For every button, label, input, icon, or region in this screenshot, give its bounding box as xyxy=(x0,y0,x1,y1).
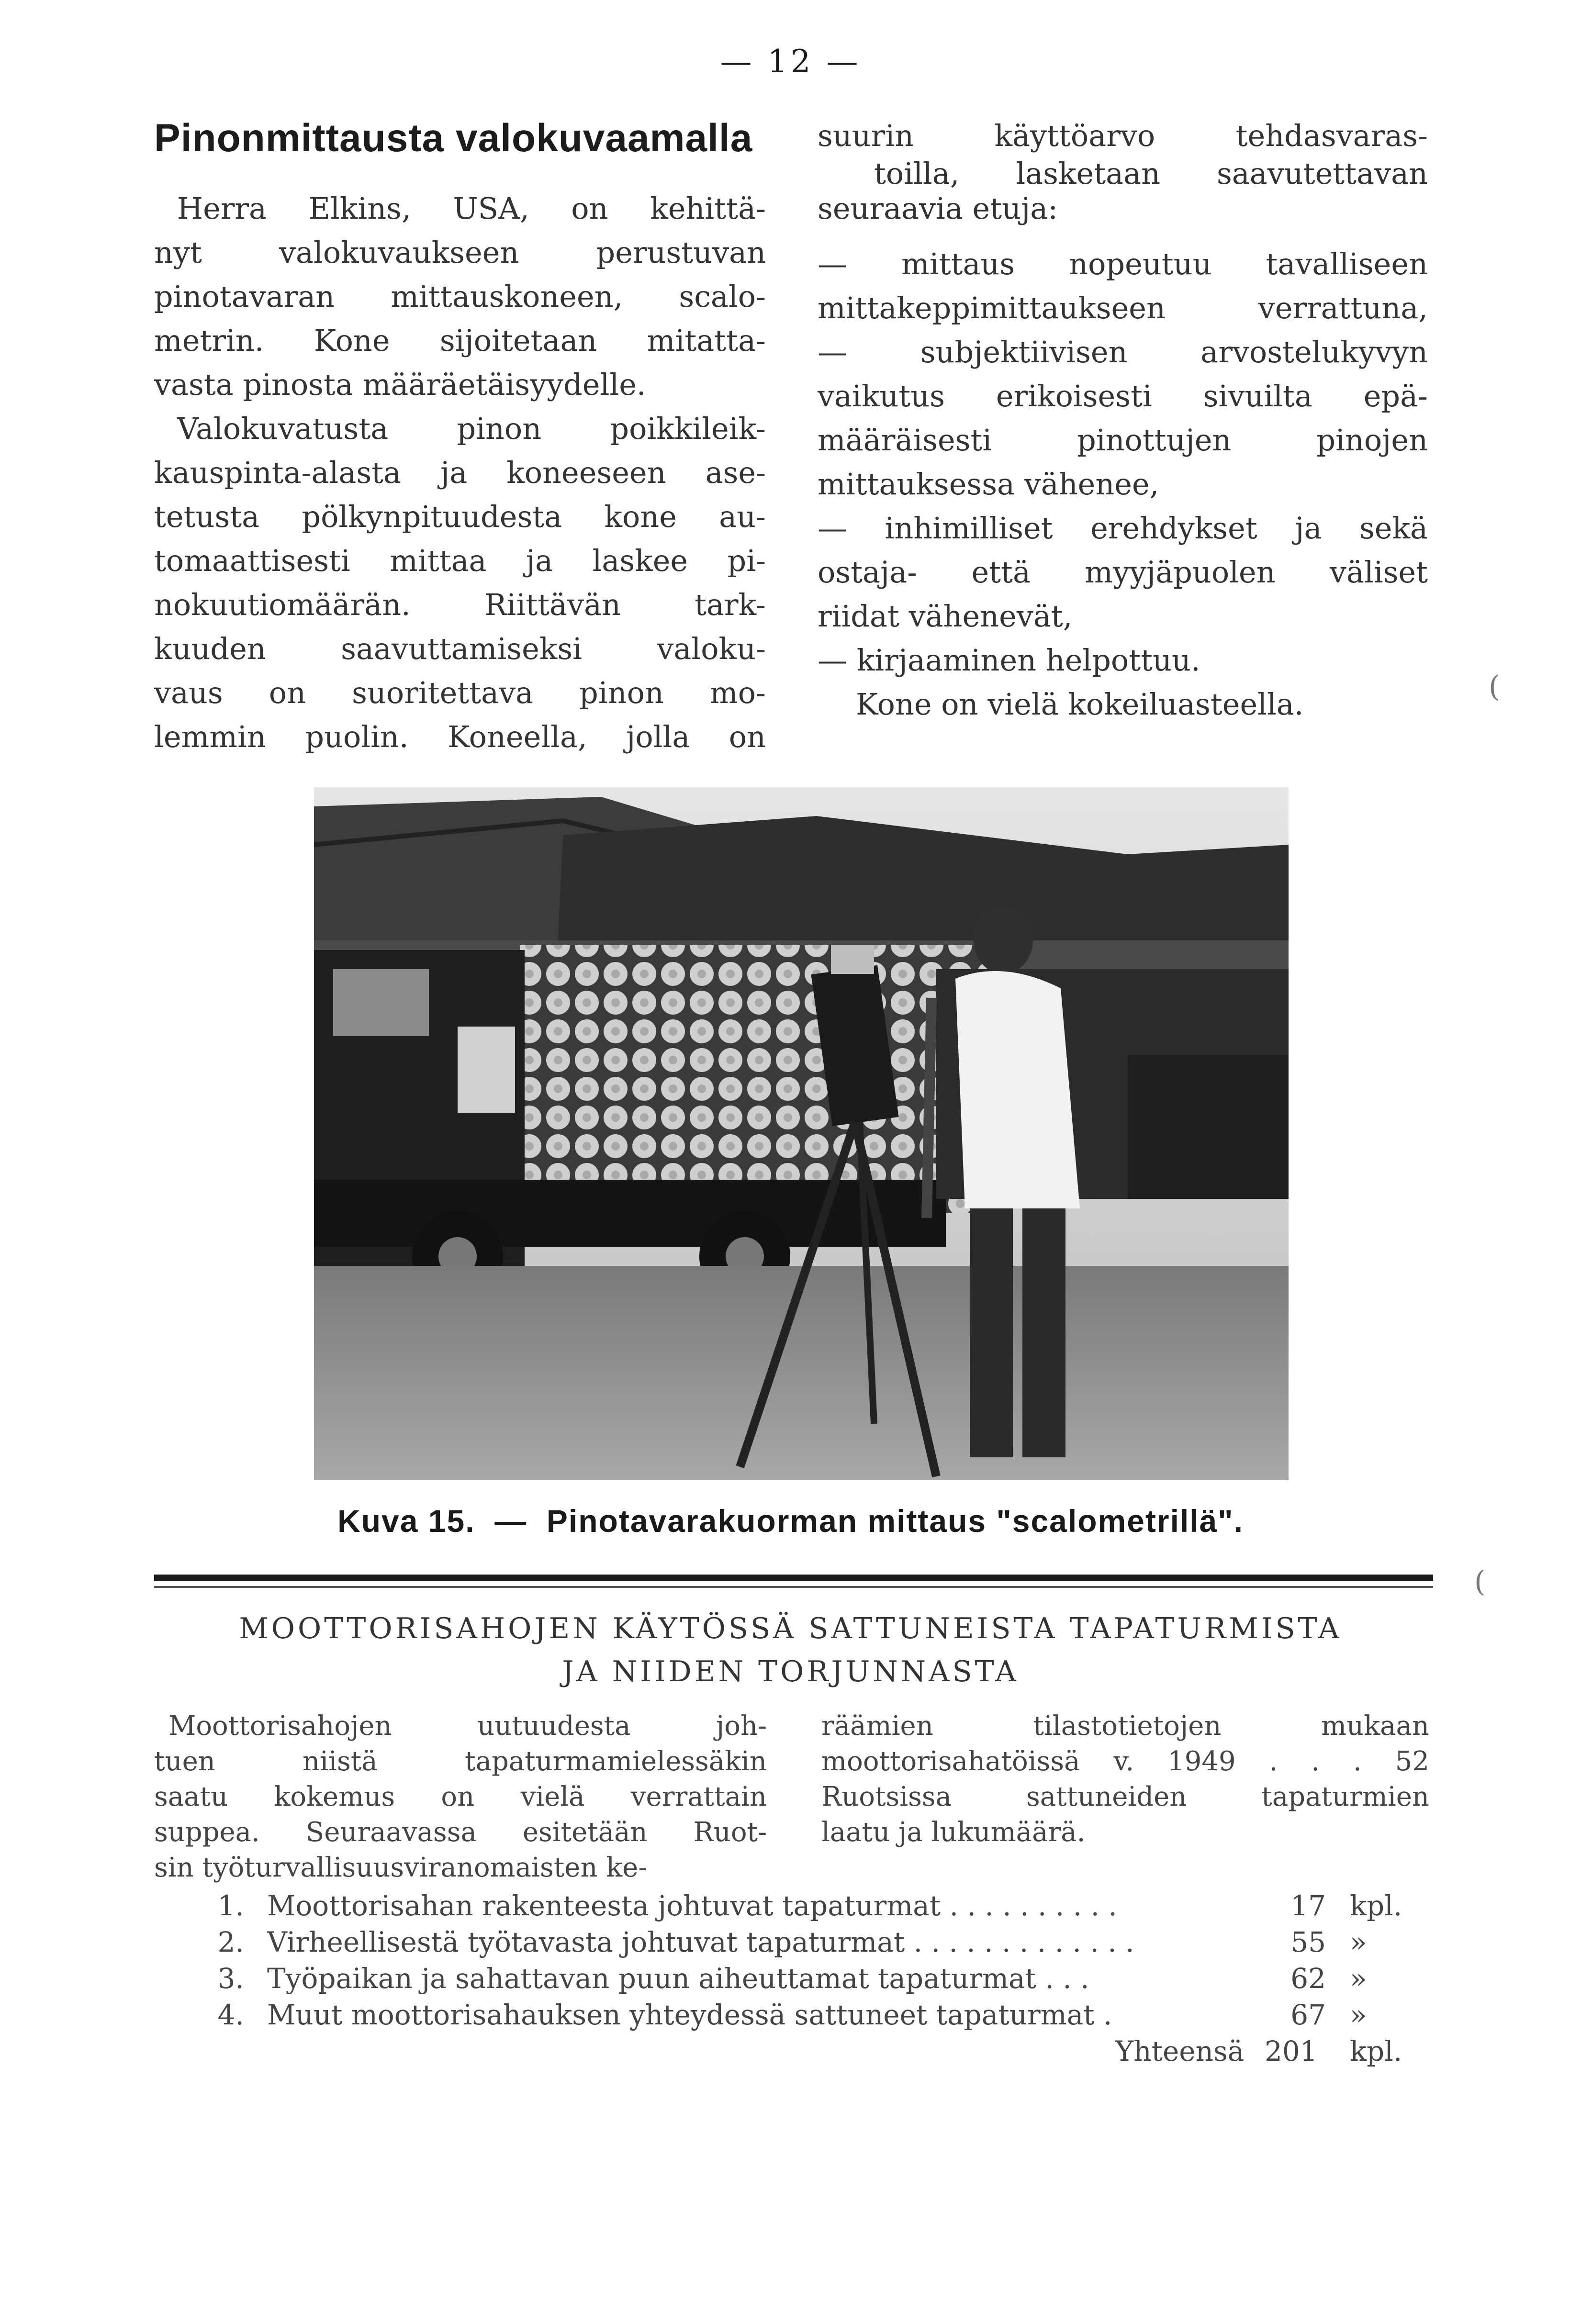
text-line: Valokuvatusta pinon poikkileik- xyxy=(177,411,766,446)
text-line: Moottorisahojen uutuudesta joh- xyxy=(168,1710,767,1742)
section-title-line1: MOOTTORISAHOJEN KÄYTÖSSÄ SATTUNEISTA TAPATURMISTA xyxy=(239,1612,1342,1645)
text-line: laatu ja lukumäärä. xyxy=(821,1817,1086,1848)
text-line: Herra Elkins, USA, on kehittä- xyxy=(177,191,766,226)
text-line: — subjektiivisen arvostelukyvyn xyxy=(818,335,1428,369)
text-line: nokuutiomäärän. Riittävän tark- xyxy=(154,587,766,622)
section-divider xyxy=(154,1575,1433,1581)
article-left-column xyxy=(154,187,766,759)
item-value: 62 xyxy=(1290,1962,1326,1995)
total-label: Yhteensä xyxy=(1115,2035,1245,2067)
article-title: Pinonmittausta valokuvaamalla xyxy=(154,116,753,160)
text-line: — inhimilliset erehdykset ja sekä xyxy=(818,511,1428,546)
text-line: pinotavaran mittauskoneen, scalo- xyxy=(154,279,766,314)
item-text: Moottorisahan rakenteesta johtuvat tapaturmat . . . . . . . . . . xyxy=(267,1889,1117,1922)
text-line: määräisesti pinottujen pinojen xyxy=(818,423,1428,458)
item-value: 17 xyxy=(1290,1889,1326,1922)
text-line: toilla, lasketaan saavutettavan xyxy=(874,156,1428,191)
text-line: nyt valokuvaukseen perustuvan xyxy=(154,235,766,270)
section-left-column xyxy=(154,1709,767,1886)
text-line: tuen niistä tapaturmamielessäkin xyxy=(154,1746,767,1777)
text-line: saatu kokemus on vielä verrattain xyxy=(154,1781,767,1812)
figure-caption: Kuva 15. — Pinotavarakuorman mittaus "scalometrillä". xyxy=(337,1503,1244,1539)
text-line: tomaattisesti mittaa ja laskee pi- xyxy=(154,543,766,578)
item-number: 1. xyxy=(217,1889,244,1922)
list-item xyxy=(206,1926,1431,1962)
text-line: sin työturvallisuusviranomaisten ke- xyxy=(154,1852,648,1883)
text-line: vaikutus erikoisesti sivuilta epä- xyxy=(818,379,1428,413)
total-value: 201 xyxy=(1265,2035,1318,2067)
text-line: lemmin puolin. Koneella, jolla on xyxy=(154,719,766,754)
text-line: Kone on vielä kokeiluasteella. xyxy=(856,687,1304,722)
item-text: Työpaikan ja sahattavan puun aiheuttamat tapaturmat . . . xyxy=(267,1962,1089,1995)
item-unit: kpl. xyxy=(1350,1889,1402,1922)
text-line: Ruotsissa sattuneiden tapaturmien xyxy=(821,1781,1429,1812)
item-unit: » xyxy=(1350,1926,1367,1958)
section-right-column xyxy=(821,1709,1429,1850)
total-row xyxy=(206,2035,1431,2071)
text-line: suurin käyttöarvo tehdasvaras- xyxy=(818,118,1428,153)
list-item xyxy=(206,1962,1431,1999)
photo-scalometer xyxy=(314,787,1289,1480)
total-unit: kpl. xyxy=(1350,2035,1402,2067)
section-title-line2: JA NIIDEN TORJUNNASTA xyxy=(562,1655,1019,1688)
text-line: — kirjaaminen helpottuu. xyxy=(818,643,1200,678)
text-line: kuuden saavuttamiseksi valoku- xyxy=(154,631,766,666)
text-line: riidat vähenevät, xyxy=(818,599,1073,634)
accident-statistics-list xyxy=(206,1889,1431,2071)
article-right-column xyxy=(818,114,1428,726)
margin-mark: ( xyxy=(1474,1565,1486,1598)
margin-mark: ( xyxy=(1489,670,1500,704)
item-text: Virheellisestä työtavasta johtuvat tapaturmat . . . . . . . . . . . . . xyxy=(267,1926,1134,1958)
item-number: 2. xyxy=(217,1926,244,1958)
list-item xyxy=(206,1999,1431,2035)
item-unit: » xyxy=(1350,1962,1367,1995)
item-value: 55 xyxy=(1290,1926,1326,1958)
text-line: seuraavia etuja: xyxy=(818,191,1058,226)
text-line: moottorisahatöissä v. 1949 . . . 52 xyxy=(821,1746,1429,1777)
text-line: metrin. Kone sijoitetaan mitatta- xyxy=(154,323,766,358)
text-line: räämien tilastotietojen mukaan xyxy=(821,1710,1429,1742)
text-line: — mittaus nopeutuu tavalliseen xyxy=(818,246,1428,281)
photo-illustration xyxy=(314,787,1289,1480)
list-item xyxy=(206,1889,1431,1926)
text-line: mittauksessa vähenee, xyxy=(818,467,1159,502)
text-line: kauspinta-alasta ja koneeseen ase- xyxy=(154,455,766,490)
text-line: tetusta pölkynpituudesta kone au- xyxy=(154,499,766,534)
item-number: 4. xyxy=(217,1999,244,2031)
text-line: vasta pinosta määräetäisyydelle. xyxy=(154,367,646,402)
text-line: ostaja- että myyjäpuolen väliset xyxy=(818,555,1428,590)
item-text: Muut moottorisahauksen yhteydessä sattuneet tapaturmat . xyxy=(267,1999,1112,2031)
text-line: mittakeppimittaukseen verrattuna, xyxy=(818,290,1428,325)
page-number: — 12 — xyxy=(720,43,861,80)
text-line: vaus on suoritettava pinon mo- xyxy=(154,675,766,710)
item-number: 3. xyxy=(217,1962,244,1995)
item-unit: » xyxy=(1350,1999,1367,2031)
section-divider-thin xyxy=(154,1586,1433,1588)
item-value: 67 xyxy=(1290,1999,1326,2031)
text-line: suppea. Seuraavassa esitetään Ruot- xyxy=(154,1817,767,1848)
